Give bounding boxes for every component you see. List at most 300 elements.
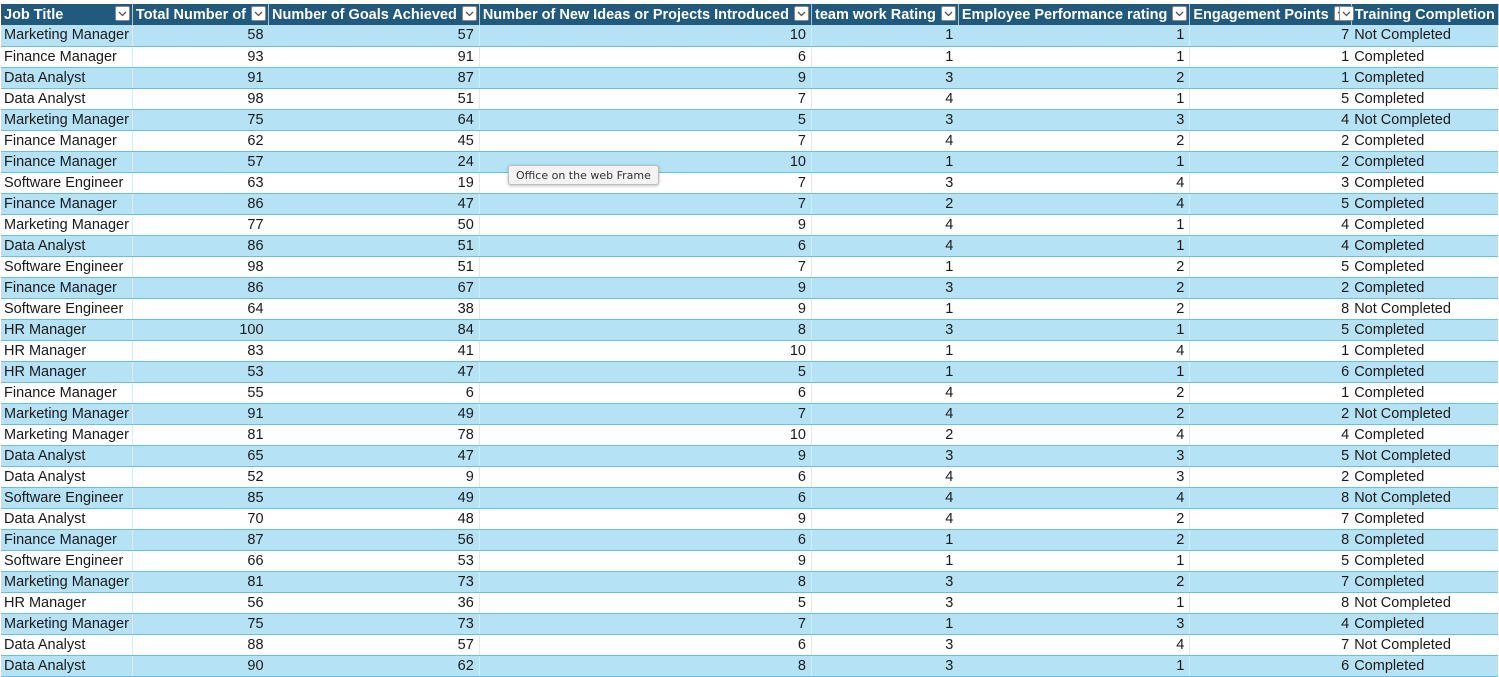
table-cell[interactable]: 8 [479, 319, 811, 340]
table-cell[interactable]: 47 [269, 445, 480, 466]
table-cell[interactable]: 91 [132, 403, 268, 424]
column-header-label: Job Title [4, 6, 64, 23]
table-cell[interactable]: 2 [958, 130, 1190, 151]
table-cell[interactable]: 63 [132, 172, 268, 193]
table-cell[interactable]: 52 [132, 466, 268, 487]
table-cell[interactable]: 1 [958, 592, 1190, 613]
table-cell[interactable]: 4 [811, 403, 958, 424]
table-cell[interactable]: 7 [1190, 634, 1351, 655]
table-cell[interactable]: Data Analyst [1, 508, 132, 529]
table-cell[interactable]: 2 [958, 571, 1190, 592]
table-cell[interactable]: 47 [269, 193, 480, 214]
table-cell[interactable]: 6 [479, 466, 811, 487]
column-header-7[interactable] [1190, 4, 1351, 25]
table-cell[interactable]: 1 [811, 529, 958, 550]
table-cell[interactable]: Not Completed [1351, 25, 1498, 46]
table-cell[interactable]: 9 [479, 445, 811, 466]
table-cell[interactable]: 9 [479, 277, 811, 298]
table-cell[interactable]: Marketing Manager [1, 25, 132, 46]
table-cell[interactable]: 5 [479, 592, 811, 613]
table-cell[interactable]: Not Completed [1351, 592, 1498, 613]
table-cell[interactable]: Completed [1351, 571, 1498, 592]
table-cell[interactable]: 1 [811, 256, 958, 277]
table-cell[interactable]: HR Manager [1, 340, 132, 361]
table-cell[interactable]: 87 [132, 529, 268, 550]
table-cell[interactable]: Completed [1351, 319, 1498, 340]
table-cell[interactable]: 5 [479, 109, 811, 130]
table-cell[interactable]: 45 [269, 130, 480, 151]
table-cell[interactable]: 8 [479, 571, 811, 592]
table-cell[interactable]: Completed [1351, 613, 1498, 634]
table-cell[interactable]: 73 [269, 571, 480, 592]
table-row [1, 67, 1498, 88]
table-cell[interactable]: 38 [269, 298, 480, 319]
table-cell[interactable]: 5 [1190, 193, 1351, 214]
table-cell[interactable]: 48 [269, 508, 480, 529]
table-cell[interactable]: 9 [269, 466, 480, 487]
table-cell[interactable]: 1 [811, 25, 958, 46]
table-cell[interactable]: 2 [958, 298, 1190, 319]
filter-dropdown-icon[interactable] [1339, 6, 1354, 21]
table-cell[interactable]: Marketing Manager [1, 613, 132, 634]
table-cell[interactable]: Data Analyst [1, 445, 132, 466]
table-cell[interactable]: 7 [479, 130, 811, 151]
table-cell[interactable]: 3 [958, 109, 1190, 130]
table-cell[interactable]: HR Manager [1, 361, 132, 382]
table-cell[interactable]: 2 [958, 256, 1190, 277]
table-cell[interactable]: 66 [132, 550, 268, 571]
table-cell[interactable]: 1 [811, 361, 958, 382]
table-cell[interactable]: 4 [811, 487, 958, 508]
table-cell[interactable]: 1 [958, 214, 1190, 235]
table-cell[interactable]: Completed [1351, 655, 1498, 676]
column-header-4[interactable] [479, 4, 811, 25]
table-cell[interactable]: 1 [958, 235, 1190, 256]
table-cell[interactable]: 98 [132, 88, 268, 109]
table-cell[interactable]: Completed [1351, 130, 1498, 151]
table-cell[interactable]: 19 [269, 172, 480, 193]
table-row [1, 529, 1498, 550]
data-table [1, 4, 1499, 677]
table-cell[interactable]: Completed [1351, 46, 1498, 67]
table-cell[interactable]: Data Analyst [1, 466, 132, 487]
filter-dropdown-icon[interactable] [1172, 6, 1187, 21]
table-cell[interactable]: 1 [958, 550, 1190, 571]
table-cell[interactable]: Completed [1351, 256, 1498, 277]
table-cell[interactable]: 7 [479, 172, 811, 193]
table-cell[interactable]: Completed [1351, 466, 1498, 487]
filter-dropdown-icon[interactable] [941, 6, 956, 21]
table-cell[interactable]: 7 [1190, 571, 1351, 592]
table-cell[interactable]: Completed [1351, 508, 1498, 529]
table-cell[interactable]: 4 [958, 172, 1190, 193]
table-row [1, 382, 1498, 403]
table-row [1, 508, 1498, 529]
table-cell[interactable]: 7 [479, 256, 811, 277]
table-cell[interactable]: 70 [132, 508, 268, 529]
table-cell[interactable]: 2 [958, 403, 1190, 424]
column-header-5[interactable] [811, 4, 958, 25]
table-cell[interactable]: Marketing Manager [1, 109, 132, 130]
table-cell[interactable]: 1 [1190, 46, 1351, 67]
table-cell[interactable]: 88 [132, 634, 268, 655]
table-cell[interactable]: 5 [479, 361, 811, 382]
table-cell[interactable]: 4 [811, 235, 958, 256]
table-cell[interactable]: 4 [958, 424, 1190, 445]
filter-dropdown-icon[interactable] [462, 6, 477, 21]
table-cell[interactable]: Finance Manager [1, 193, 132, 214]
table-cell[interactable]: 4 [958, 634, 1190, 655]
table-cell[interactable]: 2 [958, 67, 1190, 88]
table-cell[interactable]: 84 [269, 319, 480, 340]
table-cell[interactable]: 53 [269, 550, 480, 571]
filter-dropdown-icon[interactable] [115, 6, 130, 21]
table-cell[interactable]: Completed [1351, 550, 1498, 571]
table-cell[interactable]: 7 [479, 403, 811, 424]
table-cell[interactable]: Completed [1351, 361, 1498, 382]
table-row [1, 109, 1498, 130]
table-cell[interactable]: Finance Manager [1, 130, 132, 151]
table-cell[interactable]: 67 [269, 277, 480, 298]
table-cell[interactable]: 1 [811, 46, 958, 67]
table-cell[interactable]: 2 [811, 193, 958, 214]
table-cell[interactable]: Completed [1351, 88, 1498, 109]
filter-dropdown-icon[interactable] [251, 6, 266, 21]
table-cell[interactable]: 81 [132, 571, 268, 592]
table-cell[interactable]: Completed [1351, 277, 1498, 298]
table-cell[interactable]: Completed [1351, 67, 1498, 88]
table-cell[interactable]: 2 [1190, 151, 1351, 172]
table-cell[interactable]: Marketing Manager [1, 214, 132, 235]
table-cell[interactable]: 86 [132, 235, 268, 256]
table-cell[interactable]: 90 [132, 655, 268, 676]
table-cell[interactable]: 56 [269, 529, 480, 550]
table-cell[interactable]: 1 [958, 25, 1190, 46]
table-cell[interactable]: 24 [269, 151, 480, 172]
table-cell[interactable]: 56 [132, 592, 268, 613]
table-cell[interactable]: 10 [479, 25, 811, 46]
table-cell[interactable]: Not Completed [1351, 109, 1498, 130]
table-cell[interactable]: 8 [1190, 298, 1351, 319]
column-header-1[interactable] [1, 4, 132, 25]
table-cell[interactable]: Completed [1351, 340, 1498, 361]
table-cell[interactable]: Completed [1351, 193, 1498, 214]
table-cell[interactable]: 4 [958, 193, 1190, 214]
header-row [1, 4, 1498, 25]
table-cell[interactable]: 4 [1190, 424, 1351, 445]
table-cell[interactable]: 93 [132, 46, 268, 67]
table-cell[interactable]: Completed [1351, 172, 1498, 193]
table-cell[interactable]: 9 [479, 67, 811, 88]
table-cell[interactable]: Software Engineer [1, 550, 132, 571]
table-cell[interactable]: 3 [811, 655, 958, 676]
table-cell[interactable]: Data Analyst [1, 67, 132, 88]
table-cell[interactable]: 78 [269, 424, 480, 445]
table-cell[interactable]: 1 [1190, 382, 1351, 403]
table-cell[interactable]: 1 [811, 298, 958, 319]
table-cell[interactable]: 1 [958, 88, 1190, 109]
table-cell[interactable]: 3 [811, 109, 958, 130]
table-cell[interactable]: 2 [1190, 277, 1351, 298]
table-cell[interactable]: 1 [811, 151, 958, 172]
table-cell[interactable]: 8 [1190, 487, 1351, 508]
table-cell[interactable]: 7 [479, 193, 811, 214]
table-cell[interactable]: 1 [1190, 340, 1351, 361]
table-cell[interactable]: 4 [1190, 214, 1351, 235]
table-cell[interactable]: Finance Manager [1, 46, 132, 67]
table-cell[interactable]: 5 [1190, 256, 1351, 277]
table-cell[interactable]: Finance Manager [1, 382, 132, 403]
table-row [1, 487, 1498, 508]
table-cell[interactable]: 1 [958, 655, 1190, 676]
table-cell[interactable]: HR Manager [1, 592, 132, 613]
filter-dropdown-icon[interactable] [794, 6, 809, 21]
table-cell[interactable]: 2 [1190, 466, 1351, 487]
table-cell[interactable]: 6 [269, 382, 480, 403]
table-cell[interactable]: 9 [479, 508, 811, 529]
table-cell[interactable]: 2 [958, 529, 1190, 550]
table-cell[interactable]: Data Analyst [1, 634, 132, 655]
table-cell[interactable]: 3 [811, 571, 958, 592]
table-cell[interactable]: 8 [479, 655, 811, 676]
table-row [1, 214, 1498, 235]
table-cell[interactable]: 4 [811, 382, 958, 403]
table-cell[interactable]: 1 [958, 151, 1190, 172]
table-cell[interactable]: 2 [958, 508, 1190, 529]
table-cell[interactable]: 4 [811, 466, 958, 487]
table-row [1, 340, 1498, 361]
table-row [1, 634, 1498, 655]
table-cell[interactable]: 6 [1190, 361, 1351, 382]
table-cell[interactable]: 5 [1190, 319, 1351, 340]
table-cell[interactable]: Marketing Manager [1, 403, 132, 424]
table-cell[interactable]: Software Engineer [1, 298, 132, 319]
table-cell[interactable]: 85 [132, 487, 268, 508]
table-cell[interactable]: 9 [479, 214, 811, 235]
column-header-6[interactable] [958, 4, 1190, 25]
table-cell[interactable]: 2 [1190, 403, 1351, 424]
table-cell[interactable]: 100 [132, 319, 268, 340]
table-row [1, 424, 1498, 445]
table-cell[interactable]: Software Engineer [1, 256, 132, 277]
table-cell[interactable]: 10 [479, 424, 811, 445]
column-header-label: Engagement Points [1193, 6, 1329, 23]
table-cell[interactable]: Completed [1351, 151, 1498, 172]
table-cell[interactable]: 62 [132, 130, 268, 151]
table-cell[interactable]: 87 [269, 67, 480, 88]
table-cell[interactable]: 2 [811, 424, 958, 445]
table-cell[interactable]: 91 [132, 67, 268, 88]
table-cell[interactable]: Data Analyst [1, 235, 132, 256]
table-cell[interactable]: 55 [132, 382, 268, 403]
table-cell[interactable]: 4 [811, 88, 958, 109]
table-cell[interactable]: 62 [269, 655, 480, 676]
table-cell[interactable]: 5 [1190, 445, 1351, 466]
table-cell[interactable]: 81 [132, 424, 268, 445]
table-cell[interactable]: 9 [479, 298, 811, 319]
table-cell[interactable]: 6 [479, 529, 811, 550]
table-cell[interactable]: 51 [269, 256, 480, 277]
table-cell[interactable]: 77 [132, 214, 268, 235]
table-cell[interactable]: 3 [958, 613, 1190, 634]
table-cell[interactable]: 64 [132, 298, 268, 319]
table-row [1, 130, 1498, 151]
column-header-label: Training Completion [1354, 6, 1495, 23]
table-cell[interactable]: 2 [958, 382, 1190, 403]
table-cell[interactable]: Software Engineer [1, 172, 132, 193]
table-cell[interactable]: HR Manager [1, 319, 132, 340]
table-cell[interactable]: 83 [132, 340, 268, 361]
table-cell[interactable]: 2 [1190, 130, 1351, 151]
table-cell[interactable]: 98 [132, 256, 268, 277]
table-cell[interactable]: 6 [479, 634, 811, 655]
table-cell[interactable]: 51 [269, 235, 480, 256]
table-cell[interactable]: 41 [269, 340, 480, 361]
table-row [1, 361, 1498, 382]
table-cell[interactable]: 86 [132, 193, 268, 214]
column-header-2[interactable] [132, 4, 268, 25]
table-cell[interactable]: 4 [811, 214, 958, 235]
table-cell[interactable]: Finance Manager [1, 151, 132, 172]
table-cell[interactable]: 3 [811, 67, 958, 88]
table-cell[interactable]: 47 [269, 361, 480, 382]
table-cell[interactable]: 10 [479, 151, 811, 172]
table-cell[interactable]: 2 [958, 277, 1190, 298]
table-cell[interactable]: Not Completed [1351, 487, 1498, 508]
table-row [1, 571, 1498, 592]
column-header-3[interactable] [269, 4, 480, 25]
table-cell[interactable]: 7 [1190, 508, 1351, 529]
table-cell[interactable]: 86 [132, 277, 268, 298]
table-cell[interactable]: 1 [811, 613, 958, 634]
column-header-label: Employee Performance rating [961, 6, 1168, 23]
table-cell[interactable]: 1 [958, 46, 1190, 67]
table-cell[interactable]: Not Completed [1351, 634, 1498, 655]
table-cell[interactable]: Finance Manager [1, 529, 132, 550]
table-cell[interactable]: 1 [811, 340, 958, 361]
table-cell[interactable]: 10 [479, 340, 811, 361]
table-cell[interactable]: 49 [269, 487, 480, 508]
table-cell[interactable]: Data Analyst [1, 88, 132, 109]
table-cell[interactable]: Marketing Manager [1, 571, 132, 592]
table-cell[interactable]: 1 [811, 550, 958, 571]
table-row [1, 235, 1498, 256]
table-cell[interactable]: 53 [132, 361, 268, 382]
table-cell[interactable]: 58 [132, 25, 268, 46]
column-header-label: Number of Goals Achieved [272, 6, 457, 23]
table-cell[interactable]: 6 [479, 487, 811, 508]
table-cell[interactable]: 4 [958, 487, 1190, 508]
table-cell[interactable]: 4 [1190, 109, 1351, 130]
table-cell[interactable]: 3 [811, 277, 958, 298]
table-cell[interactable]: 4 [958, 340, 1190, 361]
table-cell[interactable]: 50 [269, 214, 480, 235]
table-row [1, 88, 1498, 109]
table-cell[interactable]: 7 [1190, 25, 1351, 46]
table-cell[interactable]: 49 [269, 403, 480, 424]
table-cell[interactable]: 6 [479, 382, 811, 403]
table-header [1, 4, 1498, 25]
table-cell[interactable]: 1 [1190, 67, 1351, 88]
column-header-label: Total Number of [135, 6, 247, 23]
table-row [1, 655, 1498, 676]
table-cell[interactable]: 3 [811, 634, 958, 655]
table-cell[interactable]: 57 [269, 25, 480, 46]
table-row [1, 46, 1498, 67]
table-cell[interactable]: 51 [269, 88, 480, 109]
table-row [1, 277, 1498, 298]
table-cell[interactable]: Completed [1351, 424, 1498, 445]
table-body [1, 25, 1498, 676]
table-row [1, 592, 1498, 613]
table-cell[interactable]: 8 [1190, 592, 1351, 613]
table-cell[interactable]: 3 [958, 466, 1190, 487]
table-cell[interactable]: 3 [811, 172, 958, 193]
table-cell[interactable]: 3 [811, 445, 958, 466]
table-cell[interactable]: 6 [479, 235, 811, 256]
table-cell[interactable]: 73 [269, 613, 480, 634]
table-cell[interactable]: 7 [479, 88, 811, 109]
table-cell[interactable]: Finance Manager [1, 277, 132, 298]
table-cell[interactable]: 8 [1190, 529, 1351, 550]
table-row [1, 172, 1498, 193]
table-cell[interactable]: 3 [1190, 172, 1351, 193]
table-cell[interactable]: Completed [1351, 382, 1498, 403]
table-cell[interactable]: 64 [269, 109, 480, 130]
table-cell[interactable]: 5 [1190, 88, 1351, 109]
table-cell[interactable]: 3 [811, 592, 958, 613]
table-cell[interactable]: 57 [269, 634, 480, 655]
table-cell[interactable]: Not Completed [1351, 445, 1498, 466]
table-cell[interactable]: 9 [479, 550, 811, 571]
table-cell[interactable]: 4 [811, 508, 958, 529]
table-row [1, 550, 1498, 571]
table-cell[interactable]: 4 [811, 130, 958, 151]
table-cell[interactable]: Not Completed [1351, 298, 1498, 319]
table-cell[interactable]: 3 [811, 319, 958, 340]
table-cell[interactable]: 1 [958, 361, 1190, 382]
table-cell[interactable]: Software Engineer [1, 487, 132, 508]
table-row [1, 466, 1498, 487]
office-frame-tooltip: Office on the web Frame [508, 165, 659, 185]
table-row [1, 319, 1498, 340]
table-cell[interactable]: 65 [132, 445, 268, 466]
table-cell[interactable]: Completed [1351, 235, 1498, 256]
table-cell[interactable]: 4 [1190, 613, 1351, 634]
column-header-8[interactable] [1351, 4, 1498, 25]
table-cell[interactable]: Completed [1351, 529, 1498, 550]
table-cell[interactable]: 3 [958, 445, 1190, 466]
table-cell[interactable]: 91 [269, 46, 480, 67]
table-cell[interactable]: 4 [1190, 235, 1351, 256]
table-cell[interactable]: Data Analyst [1, 655, 132, 676]
table-cell[interactable]: Not Completed [1351, 403, 1498, 424]
table-cell[interactable]: Marketing Manager [1, 424, 132, 445]
table-cell[interactable]: 36 [269, 592, 480, 613]
table-row [1, 25, 1498, 46]
table-cell[interactable]: 1 [958, 319, 1190, 340]
table-cell[interactable]: 75 [132, 613, 268, 634]
table-cell[interactable]: Completed [1351, 214, 1498, 235]
table-cell[interactable]: 6 [1190, 655, 1351, 676]
table-row [1, 256, 1498, 277]
table-cell[interactable]: 5 [1190, 550, 1351, 571]
table-cell[interactable]: 75 [132, 109, 268, 130]
table-row [1, 193, 1498, 214]
table-cell[interactable]: 7 [479, 613, 811, 634]
table-cell[interactable]: 57 [132, 151, 268, 172]
table-cell[interactable]: 6 [479, 46, 811, 67]
